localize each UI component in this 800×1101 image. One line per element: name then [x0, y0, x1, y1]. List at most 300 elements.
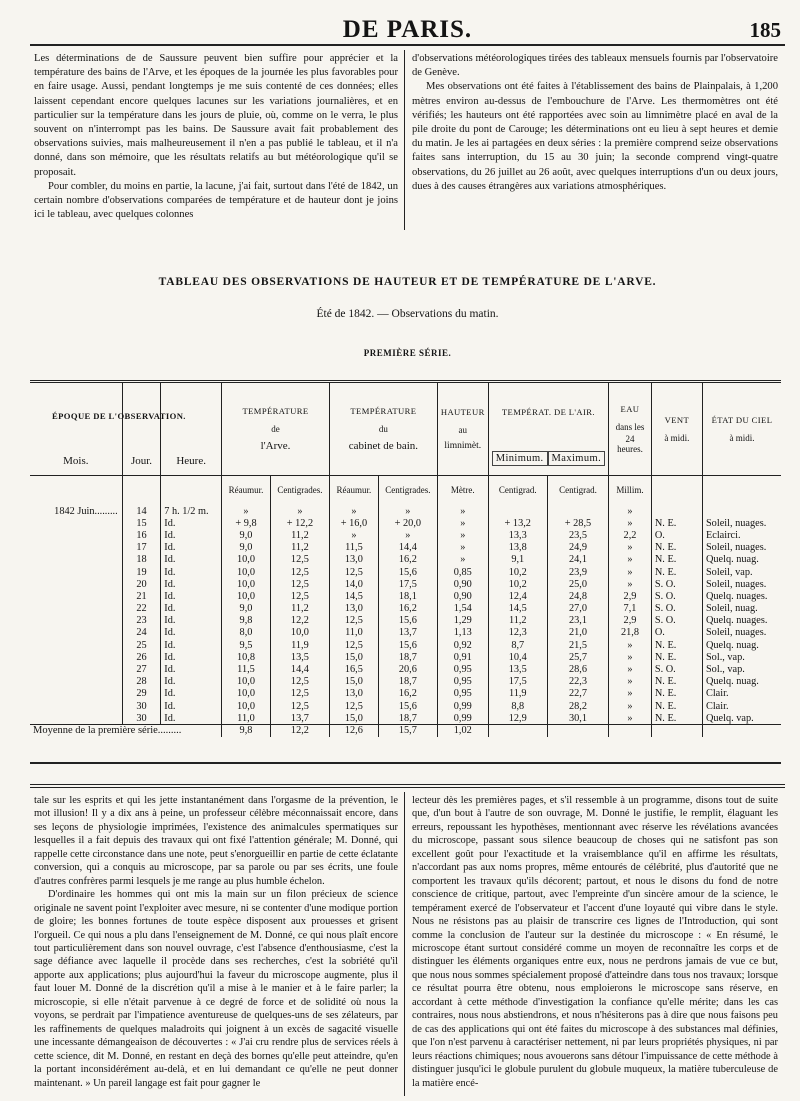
cell-ar-c: 14,4 [270, 663, 329, 675]
table-title: TABLEAU DES OBSERVATIONS DE HAUTEUR ET DE TEMPÉRATURE DE L'ARVE. [158, 276, 657, 288]
header-eau: EAU dans les 24 heures. [609, 383, 652, 475]
cell-heure: Id. [161, 688, 222, 700]
table-row [30, 639, 781, 651]
cell-vent: N. E. [651, 639, 702, 651]
paragraph: D'ordinaire les hommes qui ont mis la main sur un filon précieux de science originale ne savent point l'exploiter avec mesure, ni se contenter d'une modique portion de gloire; les bonnes fortunes de toute espèce disposent aux prouesses et grisent l'orgueil. Ce qui nous a plu dans l'enseignement de M. Donné, ce qui nous plaît encore tout particulièrement dans son nouvel ouvrage, c'est l'absence d'enthousiasme, c'est la sage défiance avec laquelle il procède dans ses recherches, c'est la sobriété qu'il apporte aux applications; plus aujourd'hui la faveur du microscope augmente, plus il faut louer M. Donné de la discrétion qu'il a mise à le manier et à le faire parler; la microscopie, si elle n'était parvenue à ce degré de force et de solidité où nous la voyons, se perdrait par l'impatience aventureuse de quelques-uns de ses zélateurs, par les raffinements de quelques maladroits qui joignent à un excès de sagacité visuelle une incessante démangeaison de découvertes : « J'ai cru rendre plus de services réels à cette science, dit M. Donné, en restant en deçà des bornes qu'elle peut atteindre, qu'en la portant inconsidérément au-delà, et en lui demandant ce qu'elle ne peut donner maintenant. » Un pareil langage est fait pour gagner le [34, 889, 398, 1089]
cell-haut: 0,91 [437, 651, 488, 663]
cell-ciel: Sol., vap. [702, 651, 781, 663]
unit-label: Centigrades. [270, 475, 329, 505]
cell-ciel: Soleil, nuages. [702, 578, 781, 590]
cell-ciel: Quelq. vap. [702, 712, 781, 724]
cell-ciel: Soleil, nuages. [702, 542, 781, 554]
cell-cb-c: 18,1 [378, 590, 437, 602]
cell-jour: 30 [122, 712, 161, 724]
cell-haut: » [437, 554, 488, 566]
cell-cb-r: 12,5 [329, 615, 378, 627]
cell-ar-c: 12,5 [270, 554, 329, 566]
cell-cb-c: 18,7 [378, 651, 437, 663]
cell-max [547, 505, 608, 517]
cell-cb-c: 16,2 [378, 554, 437, 566]
cell-max: 23,5 [547, 529, 608, 541]
cell-max: 22,7 [547, 688, 608, 700]
table-row [30, 590, 781, 602]
cell-cb-c: 15,6 [378, 615, 437, 627]
cell-cb-r: 12,5 [329, 566, 378, 578]
cell-jour: 19 [122, 566, 161, 578]
header-temp-arve: TEMPÉRATURE de l'Arve. [222, 383, 330, 475]
table-row [30, 688, 781, 700]
cell-mois [30, 529, 122, 541]
cell-min: 13,5 [488, 663, 547, 675]
cell-vent: S. O. [651, 615, 702, 627]
cell-cb-r: 13,0 [329, 554, 378, 566]
table-series-label: PREMIÈRE SÉRIE. [363, 348, 452, 358]
cell-ar-c: 10,0 [270, 627, 329, 639]
cell-vent: S. O. [651, 590, 702, 602]
cell-cb-c: 15,6 [378, 700, 437, 712]
cell-vent: N. E. [651, 651, 702, 663]
cell-ar-r: 10,0 [222, 688, 271, 700]
cell-ar-r: 10,0 [222, 700, 271, 712]
cell-vent: N. E. [651, 517, 702, 529]
table-row [30, 505, 781, 517]
cell-ciel: Quelq. nuag. [702, 639, 781, 651]
cell-heure: Id. [161, 529, 222, 541]
cell-heure: Id. [161, 615, 222, 627]
section-rule [30, 787, 785, 788]
cell-vent: N. E. [651, 566, 702, 578]
table-subtitle: Été de 1842. — Observations du matin. [316, 308, 499, 320]
table-body [30, 505, 781, 724]
cell-eau: 2,2 [609, 529, 652, 541]
cell-max: + 28,5 [547, 517, 608, 529]
cell-min: 9,1 [488, 554, 547, 566]
table-row [30, 542, 781, 554]
cell-haut: » [437, 542, 488, 554]
cell-heure: Id. [161, 603, 222, 615]
cell-min: 12,4 [488, 590, 547, 602]
cell-jour: 17 [122, 542, 161, 554]
cell-cb-r: 16,5 [329, 663, 378, 675]
cell-eau: » [609, 505, 652, 517]
cell-vent: S. O. [651, 578, 702, 590]
cell-ciel: Soleil, nuages. [702, 627, 781, 639]
cell-ar-c: 12,5 [270, 590, 329, 602]
table-row [30, 651, 781, 663]
cell-haut: 0,95 [437, 676, 488, 688]
cell-ciel: Quelq. nuages. [702, 615, 781, 627]
cell-ar-c: 11,2 [270, 603, 329, 615]
cell-jour: 21 [122, 590, 161, 602]
cell-cb-r: 12,5 [329, 700, 378, 712]
cell-haut: 0,85 [437, 566, 488, 578]
cell-heure: Id. [161, 712, 222, 724]
header-minimum: Minimum. [492, 451, 548, 466]
cell-cb-r: + 16,0 [329, 517, 378, 529]
cell-jour: 26 [122, 651, 161, 663]
top-left-column [34, 52, 398, 222]
cell-eau: » [609, 639, 652, 651]
table-row [30, 517, 781, 529]
cell-heure: Id. [161, 676, 222, 688]
cell-min: 12,9 [488, 712, 547, 724]
paragraph: d'observations météorologiques tirées des tableaux mensuels fournis par l'observatoire de Genève. [412, 53, 778, 79]
cell-mois [30, 603, 122, 615]
cell-haut: » [437, 505, 488, 517]
cell-cb-r: 14,5 [329, 590, 378, 602]
cell-eau: 2,9 [609, 590, 652, 602]
cell-cb-c: » [378, 505, 437, 517]
bottom-left-column [34, 794, 398, 1090]
column-divider [404, 792, 405, 1096]
cell-max: 24,1 [547, 554, 608, 566]
cell-ar-c: 12,5 [270, 566, 329, 578]
header-vent: VENT à midi. [651, 383, 702, 475]
cell-ar-c: 12,5 [270, 578, 329, 590]
cell-mois [30, 700, 122, 712]
cell-ar-r: 9,0 [222, 603, 271, 615]
cell-ar-r: 9,8 [222, 615, 271, 627]
cell-cb-c: 20,6 [378, 663, 437, 675]
cell-heure: Id. [161, 651, 222, 663]
cell-max: 28,6 [547, 663, 608, 675]
cell-cb-r: 15,0 [329, 676, 378, 688]
unit-label: Réaumur. [222, 475, 271, 505]
header-mois: ÉPOQUE DE L'OBSERVATION. Mois. [52, 411, 186, 467]
cell-jour: 25 [122, 639, 161, 651]
cell-min: 17,5 [488, 676, 547, 688]
cell-min: 10,4 [488, 651, 547, 663]
table-row [30, 663, 781, 675]
cell-mois: 1842 Juin......... [54, 505, 118, 517]
cell-jour: 29 [122, 688, 161, 700]
table-row [30, 700, 781, 712]
table-row [30, 615, 781, 627]
cell-ar-c: 12,2 [270, 615, 329, 627]
unit-label: Mètre. [437, 475, 488, 505]
observations-table-box [30, 380, 781, 764]
cell-cb-r: » [329, 529, 378, 541]
cell-eau: » [609, 651, 652, 663]
cell-eau: » [609, 688, 652, 700]
cell-vent: N. E. [651, 712, 702, 724]
cell-eau: » [609, 578, 652, 590]
cell-cb-c: 18,7 [378, 712, 437, 724]
cell-cb-r: 14,0 [329, 578, 378, 590]
observations-table [30, 383, 781, 737]
cell-eau: 21,8 [609, 627, 652, 639]
cell-heure: Id. [161, 542, 222, 554]
cell-min: 11,2 [488, 615, 547, 627]
cell-jour: 27 [122, 663, 161, 675]
table-row [30, 603, 781, 615]
average-label: Moyenne de la première série......... [30, 724, 222, 736]
cell-eau: » [609, 566, 652, 578]
table-row [30, 712, 781, 724]
page-header [30, 16, 785, 44]
cell-eau: 2,9 [609, 615, 652, 627]
cell-vent: N. E. [651, 542, 702, 554]
cell-ar-c: 12,5 [270, 688, 329, 700]
cell-eau: » [609, 517, 652, 529]
cell-min: 14,5 [488, 603, 547, 615]
column-divider [404, 50, 405, 230]
cell-jour: 22 [122, 603, 161, 615]
average-cell: 9,8 [222, 724, 271, 736]
cell-eau: » [609, 676, 652, 688]
cell-ar-r: 10,0 [222, 676, 271, 688]
cell-haut: 1,29 [437, 615, 488, 627]
cell-heure: Id. [161, 590, 222, 602]
cell-max: 27,0 [547, 603, 608, 615]
section-rule [30, 784, 785, 785]
cell-cb-c: 15,6 [378, 566, 437, 578]
cell-mois [30, 688, 122, 700]
cell-cb-c: 16,2 [378, 688, 437, 700]
cell-haut: » [437, 529, 488, 541]
header-jour: Jour. [122, 383, 161, 475]
cell-ciel [702, 505, 781, 517]
cell-max: 22,3 [547, 676, 608, 688]
cell-max: 30,1 [547, 712, 608, 724]
cell-min [488, 505, 547, 517]
cell-cb-c: 18,7 [378, 676, 437, 688]
average-row [30, 724, 781, 736]
cell-ar-c: 11,9 [270, 639, 329, 651]
cell-haut: 1,54 [437, 603, 488, 615]
cell-max: 24,9 [547, 542, 608, 554]
header-hauteur: HAUTEUR au limnimèt. [437, 383, 488, 475]
cell-jour: 15 [122, 517, 161, 529]
table-row [30, 676, 781, 688]
average-cell: 12,6 [329, 724, 378, 736]
cell-ar-r: 10,0 [222, 590, 271, 602]
cell-ar-c: 12,5 [270, 676, 329, 688]
cell-vent: N. E. [651, 700, 702, 712]
cell-ar-r: 11,0 [222, 712, 271, 724]
cell-ar-c: 11,2 [270, 542, 329, 554]
cell-ar-r: 9,0 [222, 529, 271, 541]
cell-heure: Id. [161, 700, 222, 712]
paragraph: Pour combler, du moins en partie, la lacune, j'ai fait, surtout dans l'été de 1842, un certain nombre d'observations comparées de température et de hauteur dont je joins ici le tableau, avec quelques colonnes [34, 180, 398, 221]
paragraph: Mes observations ont été faites à l'établissement des bains de Plainpalais, à 1,200 mètres environ au-dessus de l'embouchure de l'Arve. Les thermomètres ont été vérifiés; les hauteurs ont été rapportées avec soin au limnimètre placé en aval de la pile droite du pont de Carouge; les déterminations ont eu lieu à sept heures et demie du matin. Je les ai partagées en deux séries : la première comprend seize observations faites sans interruption, du 15 au 30 juin; la seconde comprend vingt-quatre observations, du 26 juillet au 26 août, avec quelques interruptions d'un ou deux jours, dues à des causes étrangères aux variations atmosphériques. [412, 81, 778, 192]
cell-max: 25,7 [547, 651, 608, 663]
average-cell: 1,02 [437, 724, 488, 736]
unit-label: Réaumur. [329, 475, 378, 505]
header-maximum: Maximum. [548, 451, 606, 466]
cell-ar-c: » [270, 505, 329, 517]
cell-ciel: Quelq. nuag. [702, 676, 781, 688]
unit-label: Millim. [609, 475, 652, 505]
cell-haut: 0,99 [437, 700, 488, 712]
cell-mois [30, 542, 122, 554]
cell-min: 11,9 [488, 688, 547, 700]
header-ciel: ÉTAT DU CIEL à midi. [702, 383, 781, 475]
cell-min: 8,7 [488, 639, 547, 651]
header-temp-cabinet: TEMPÉRATURE du cabinet de bain. [329, 383, 437, 475]
cell-mois [30, 676, 122, 688]
cell-ciel: Eclairci. [702, 529, 781, 541]
cell-vent: O. [651, 529, 702, 541]
cell-cb-c: 15,6 [378, 639, 437, 651]
cell-cb-c: » [378, 529, 437, 541]
cell-vent: N. E. [651, 676, 702, 688]
cell-heure: Id. [161, 639, 222, 651]
cell-cb-c: 13,7 [378, 627, 437, 639]
cell-eau: » [609, 554, 652, 566]
cell-ciel: Sol., vap. [702, 663, 781, 675]
header-heure: Heure. [161, 383, 222, 475]
cell-mois [30, 663, 122, 675]
cell-ar-c: 12,5 [270, 700, 329, 712]
cell-max: 21,5 [547, 639, 608, 651]
cell-ar-r: 9,5 [222, 639, 271, 651]
table-row [30, 554, 781, 566]
cell-ciel: Soleil, nuag. [702, 603, 781, 615]
cell-heure: Id. [161, 627, 222, 639]
cell-vent: N. E. [651, 688, 702, 700]
cell-cb-r: » [329, 505, 378, 517]
header-rule [30, 44, 785, 46]
cell-vent: S. O. [651, 663, 702, 675]
cell-haut: 0,95 [437, 688, 488, 700]
cell-mois [30, 639, 122, 651]
cell-min: 10,2 [488, 566, 547, 578]
page-title: DE PARIS. [342, 16, 473, 43]
cell-max: 23,9 [547, 566, 608, 578]
cell-mois [30, 554, 122, 566]
cell-haut: » [437, 517, 488, 529]
unit-label: Centigrades. [378, 475, 437, 505]
cell-ar-c: 11,2 [270, 529, 329, 541]
cell-cb-r: 15,0 [329, 651, 378, 663]
header-epoque: ÉPOQUE DE L'OBSERVATION. [52, 411, 186, 421]
cell-eau: » [609, 663, 652, 675]
cell-ar-r: » [222, 505, 271, 517]
cell-cb-r: 11,0 [329, 627, 378, 639]
cell-mois [30, 712, 122, 724]
cell-vent: N. E. [651, 554, 702, 566]
cell-max: 23,1 [547, 615, 608, 627]
table-row [30, 578, 781, 590]
cell-ar-r: 8,0 [222, 627, 271, 639]
cell-vent: S. O. [651, 603, 702, 615]
cell-min: 13,8 [488, 542, 547, 554]
cell-haut: 0,99 [437, 712, 488, 724]
cell-heure: Id. [161, 578, 222, 590]
cell-eau: » [609, 712, 652, 724]
cell-max: 21,0 [547, 627, 608, 639]
cell-jour: 20 [122, 578, 161, 590]
cell-haut: 1,13 [437, 627, 488, 639]
top-right-column [412, 52, 778, 194]
cell-ar-c: + 12,2 [270, 517, 329, 529]
cell-jour: 24 [122, 627, 161, 639]
cell-max: 25,0 [547, 578, 608, 590]
cell-max: 28,2 [547, 700, 608, 712]
cell-ciel: Clair. [702, 688, 781, 700]
header-temp-air: TEMPÉRAT. DE L'AIR. Minimum. Maximum. [488, 383, 608, 475]
cell-vent [651, 505, 702, 517]
cell-max: 24,8 [547, 590, 608, 602]
cell-eau: » [609, 700, 652, 712]
cell-ciel: Quelq. nuag. [702, 554, 781, 566]
cell-ar-r: 10,8 [222, 651, 271, 663]
cell-mois [30, 590, 122, 602]
page-number: 185 [749, 18, 781, 42]
cell-ar-r: 10,0 [222, 566, 271, 578]
cell-heure: Id. [161, 566, 222, 578]
cell-min: 8,8 [488, 700, 547, 712]
bottom-right-column [412, 794, 778, 1090]
cell-jour: 16 [122, 529, 161, 541]
cell-cb-c: 17,5 [378, 578, 437, 590]
paragraph: lecteur dès les premières pages, et s'il ressemble à un programme, disons tout de suite que, d'un bout à l'autre de son ouvrage, M. Donné le justifie, le remplit, élaguant les erreurs, repoussant les hypothèses, mentionnant avec réserve les révélations avancées du microscope, passant sous silence beaucoup de choses qui ne satisfont pas son excellent goût pour l'exactitude et la vraisemblance qu'il en affirme les résultats, n'accordant pas aux noms propres, même entourés de célébrité, plus d'autorité que ne comportent les travaux qu'ils décorent; partout, et nous le disons du fond de notre conscience de critique, partout, avec l'empreinte d'un sincère amour de la science, le tempérament exercé de l'observateur et l'accent d'une loyauté qui vibre dans le style. Nous ne résistons pas au plaisir de transcrire ces lignes de l'Introduction, qui sont comme la conclusion de l'auteur sur la destinée du microscope : « En résumé, le microscope étant surtout considéré comme un moyen de reconnaître les corps et de distinguer les éléments organiques entre eux, nous ne perdrons jamais de vue ce but, que nous nous sommes spécialement proposé d'atteindre dans tous nos travaux; lorsque ce résultat pourra être obtenu, nous emploierons le microscope sans réserve, en accordant à cette méthode d'investigation la confiance qu'elle mérite; dans les cas contraires, nous nous abstiendrons, et nous n'hésiterons pas à dire que nous faisons peu de cas des applications qui ont été faites du microscope à des substances mal définies, que l'on n'est parvenu à caractériser nettement, ni par leurs propriétés physiques, ni par leurs réactions chimiques; nous avouerons sans détour l'impuissance de cette méthode à distinguer jusqu'ici le globule purulent du globule muqueux, la matière tuberculeuse de la matière encé- [412, 795, 778, 1089]
cell-ar-r: 10,0 [222, 554, 271, 566]
cell-ar-r: + 9,8 [222, 517, 271, 529]
cell-haut: 0,95 [437, 663, 488, 675]
average-cell: 12,2 [270, 724, 329, 736]
cell-jour: 30 [122, 700, 161, 712]
cell-cb-r: 15,0 [329, 712, 378, 724]
cell-cb-c: + 20,0 [378, 517, 437, 529]
cell-ciel: Soleil, vap. [702, 566, 781, 578]
table-row [30, 566, 781, 578]
cell-ar-r: 11,5 [222, 663, 271, 675]
cell-cb-r: 12,5 [329, 639, 378, 651]
cell-ciel: Quelq. nuages. [702, 590, 781, 602]
cell-mois [30, 615, 122, 627]
cell-min: + 13,2 [488, 517, 547, 529]
cell-cb-c: 16,2 [378, 603, 437, 615]
cell-heure: 7 h. 1/2 m. [161, 505, 222, 517]
cell-min: 12,3 [488, 627, 547, 639]
cell-heure: Id. [161, 517, 222, 529]
paragraph: Les déterminations de de Saussure peuvent bien suffire pour apprécier et la température des bains de l'Arve, et les époques de la journée les plus favorables pour en faire usage. Aussi, pendant longtemps je me suis contenté de ces données; elles laissent cependant encore quelques lacunes sur les variations journalières, et en particulier sur la température dans les jours de pluie, où, comme on le verra, le plus souvent on n'interrompt pas les bains. De Saussure avait fait probablement des observations suivies, mais malheureusement il n'en a pas publié le tableau, et il n'a donné, dans son mémoire, que les résultats relatifs au but météorologique qu'il se proposait. [34, 53, 398, 178]
cell-mois [30, 517, 122, 529]
cell-vent: O. [651, 627, 702, 639]
cell-haut: 0,90 [437, 590, 488, 602]
cell-ciel: Clair. [702, 700, 781, 712]
cell-ciel: Soleil, nuages. [702, 517, 781, 529]
cell-jour: 18 [122, 554, 161, 566]
cell-ar-c: 13,7 [270, 712, 329, 724]
cell-mois [30, 627, 122, 639]
cell-cb-c: 14,4 [378, 542, 437, 554]
cell-eau: 7,1 [609, 603, 652, 615]
cell-heure: Id. [161, 554, 222, 566]
unit-label: Centigrad. [488, 475, 547, 505]
cell-jour: 14 [122, 505, 161, 517]
cell-ar-c: 13,5 [270, 651, 329, 663]
cell-mois [30, 651, 122, 663]
cell-cb-r: 13,0 [329, 603, 378, 615]
unit-label: Centigrad. [547, 475, 608, 505]
paragraph: tale sur les esprits et qui les jette instantanément dans l'orgasme de la prévention, le mot illusion! Il y a dix ans à peine, un professeur célèbre méconnaissait encore, dans ses leçons de physiologie imprimées, l'existence des animalcules spermatiques sur lesquelles il a fait depuis des travaux qui ont fixé l'attention générale; M. Donné, qui rappelle cette circonstance dans une note, peut s'enorgueillir en partie de cette éclatante conversion, qui a conquis au microscope, par sa parole ou par ses écrits, une foule d'autres confrères parmi lesquels je me range au plus humble échelon. [34, 795, 398, 887]
cell-mois [30, 566, 122, 578]
cell-cb-r: 13,0 [329, 688, 378, 700]
cell-cb-r: 11,5 [329, 542, 378, 554]
cell-jour: 28 [122, 676, 161, 688]
cell-min: 10,2 [488, 578, 547, 590]
cell-haut: 0,90 [437, 578, 488, 590]
cell-ar-r: 9,0 [222, 542, 271, 554]
cell-heure: Id. [161, 663, 222, 675]
average-cell: 15,7 [378, 724, 437, 736]
cell-jour: 23 [122, 615, 161, 627]
cell-ar-r: 10,0 [222, 578, 271, 590]
cell-mois [30, 578, 122, 590]
